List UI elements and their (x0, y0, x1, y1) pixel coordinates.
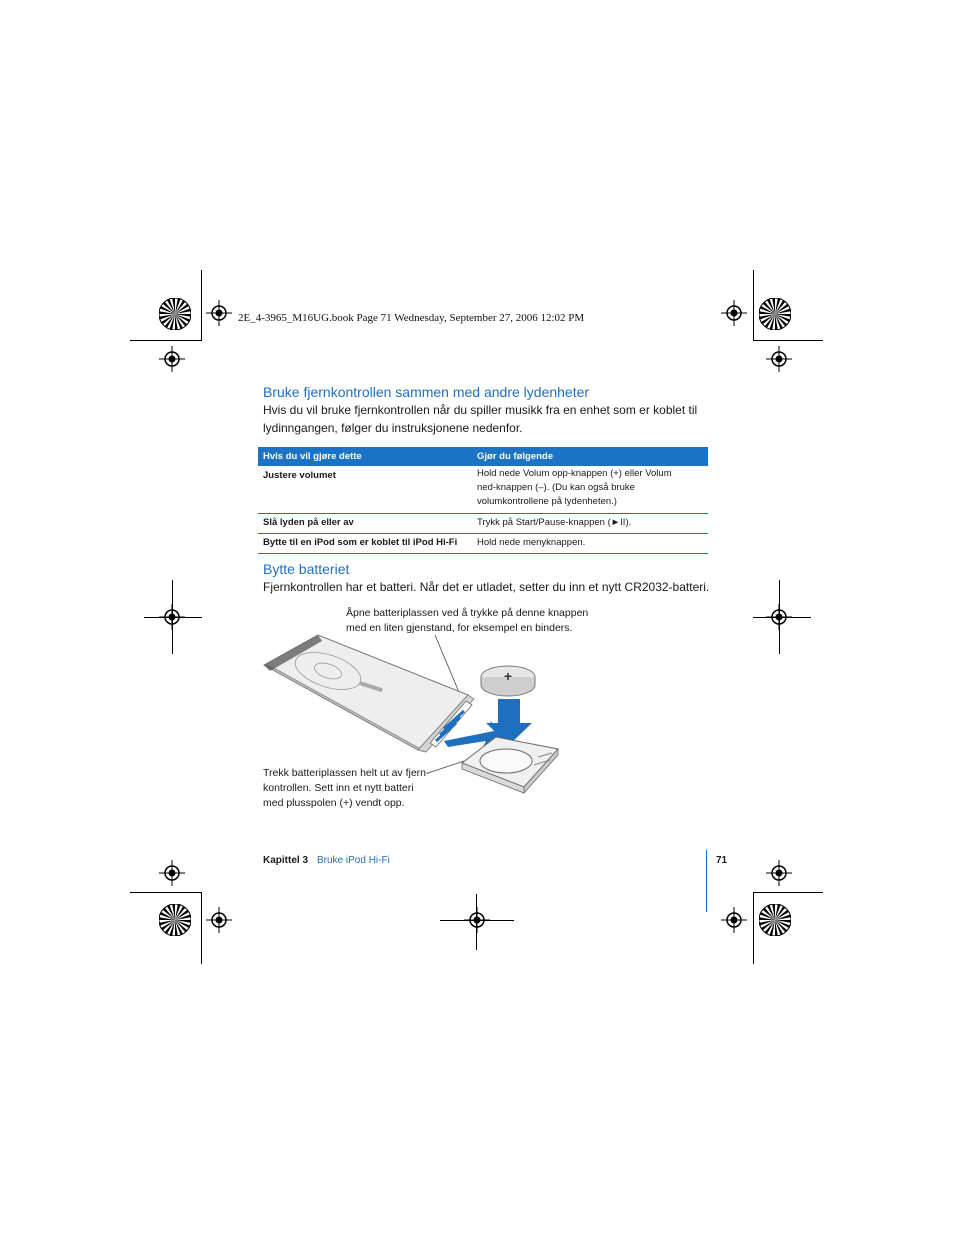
callout-line: med en liten gjenstand, for eksempel en binders. (346, 622, 573, 634)
star-target-icon (759, 298, 791, 330)
crop-line (753, 617, 811, 618)
star-target-icon (159, 904, 191, 936)
table-cell-do (477, 467, 702, 509)
table-cell-action: Slå lyden på eller av (263, 517, 354, 528)
table-row (258, 466, 708, 514)
column-header: Hvis du vil gjøre dette (263, 451, 362, 462)
star-segment (763, 302, 775, 314)
table-cell-do: Hold nede menyknappen. (477, 537, 586, 548)
star-segment (163, 908, 175, 920)
intro-line: lydinngangen, følger du instruksjonene nedenfor. (263, 421, 523, 435)
star-segment (175, 314, 187, 326)
registration-mark-icon (766, 860, 792, 886)
cell-line: Hold nede Volum opp-knappen (+) eller Volum (477, 468, 672, 479)
section-heading-battery: Bytte batteriet (263, 561, 350, 577)
footer-chapter: Kapittel 3 (263, 855, 309, 866)
table-cell-do: Trykk på Start/Pause-knappen (►II). (477, 517, 632, 528)
footer-divider (706, 850, 707, 912)
star-segment (775, 314, 787, 326)
intro-line: Hvis du vil bruke fjernkontrollen når du spiller musikk fra en enhet som er koblet til (263, 403, 698, 417)
section-heading-remote-audio: Bruke fjernkontrollen sammen med andre lydenheter (263, 384, 590, 400)
column-header: Gjør du følgende (477, 451, 553, 462)
section-intro (263, 401, 703, 437)
page-number: 71 (716, 855, 728, 866)
registration-mark-icon (721, 907, 747, 933)
registration-mark-icon (721, 300, 747, 326)
instructions-table (258, 447, 708, 554)
table-cell-action: Justere volumet (263, 470, 336, 481)
print-slug: 2E_4-3965_M16UG.book Page 71 Wednesday, September 27, 2006 12:02 PM (238, 312, 585, 324)
star-segment (775, 920, 787, 932)
table-header (258, 447, 708, 466)
crop-line (440, 920, 514, 921)
callout-line: med plusspolen (+) vendt opp. (263, 797, 405, 809)
registration-mark-icon (159, 346, 185, 372)
registration-mark-icon (159, 860, 185, 886)
table-row (258, 534, 708, 554)
battery-replacement-illustration (258, 625, 578, 800)
registration-mark-icon (766, 346, 792, 372)
callout-line: Trekk batteriplassen helt ut av fjern- (263, 767, 430, 779)
section-intro: Fjernkontrollen har et batteri. Når det er utladet, setter du inn et nytt CR2032-batteri. (263, 580, 710, 594)
crop-line (144, 617, 202, 618)
registration-mark-icon (206, 907, 232, 933)
cell-line: ned-knappen (–). (Du kan også bruke (477, 482, 635, 493)
callout-line: Åpne batteriplassen ved å trykke på denne knappen (346, 607, 589, 619)
star-segment (763, 908, 775, 920)
star-segment (175, 920, 187, 932)
callout-line: kontrollen. Sett inn et nytt batteri (263, 782, 414, 794)
star-segment (163, 302, 175, 314)
star-target-icon (159, 298, 191, 330)
crop-line (476, 894, 477, 950)
registration-mark-icon (206, 300, 232, 326)
table-row (258, 514, 708, 534)
battery-plus-label: + (503, 668, 513, 684)
footer-title: Bruke iPod Hi-Fi (317, 855, 390, 866)
star-target-icon (759, 904, 791, 936)
table-cell-action: Bytte til en iPod som er koblet til iPod Hi-Fi (263, 537, 458, 548)
cell-line: volumkontrollene på lydenheten.) (477, 496, 617, 507)
